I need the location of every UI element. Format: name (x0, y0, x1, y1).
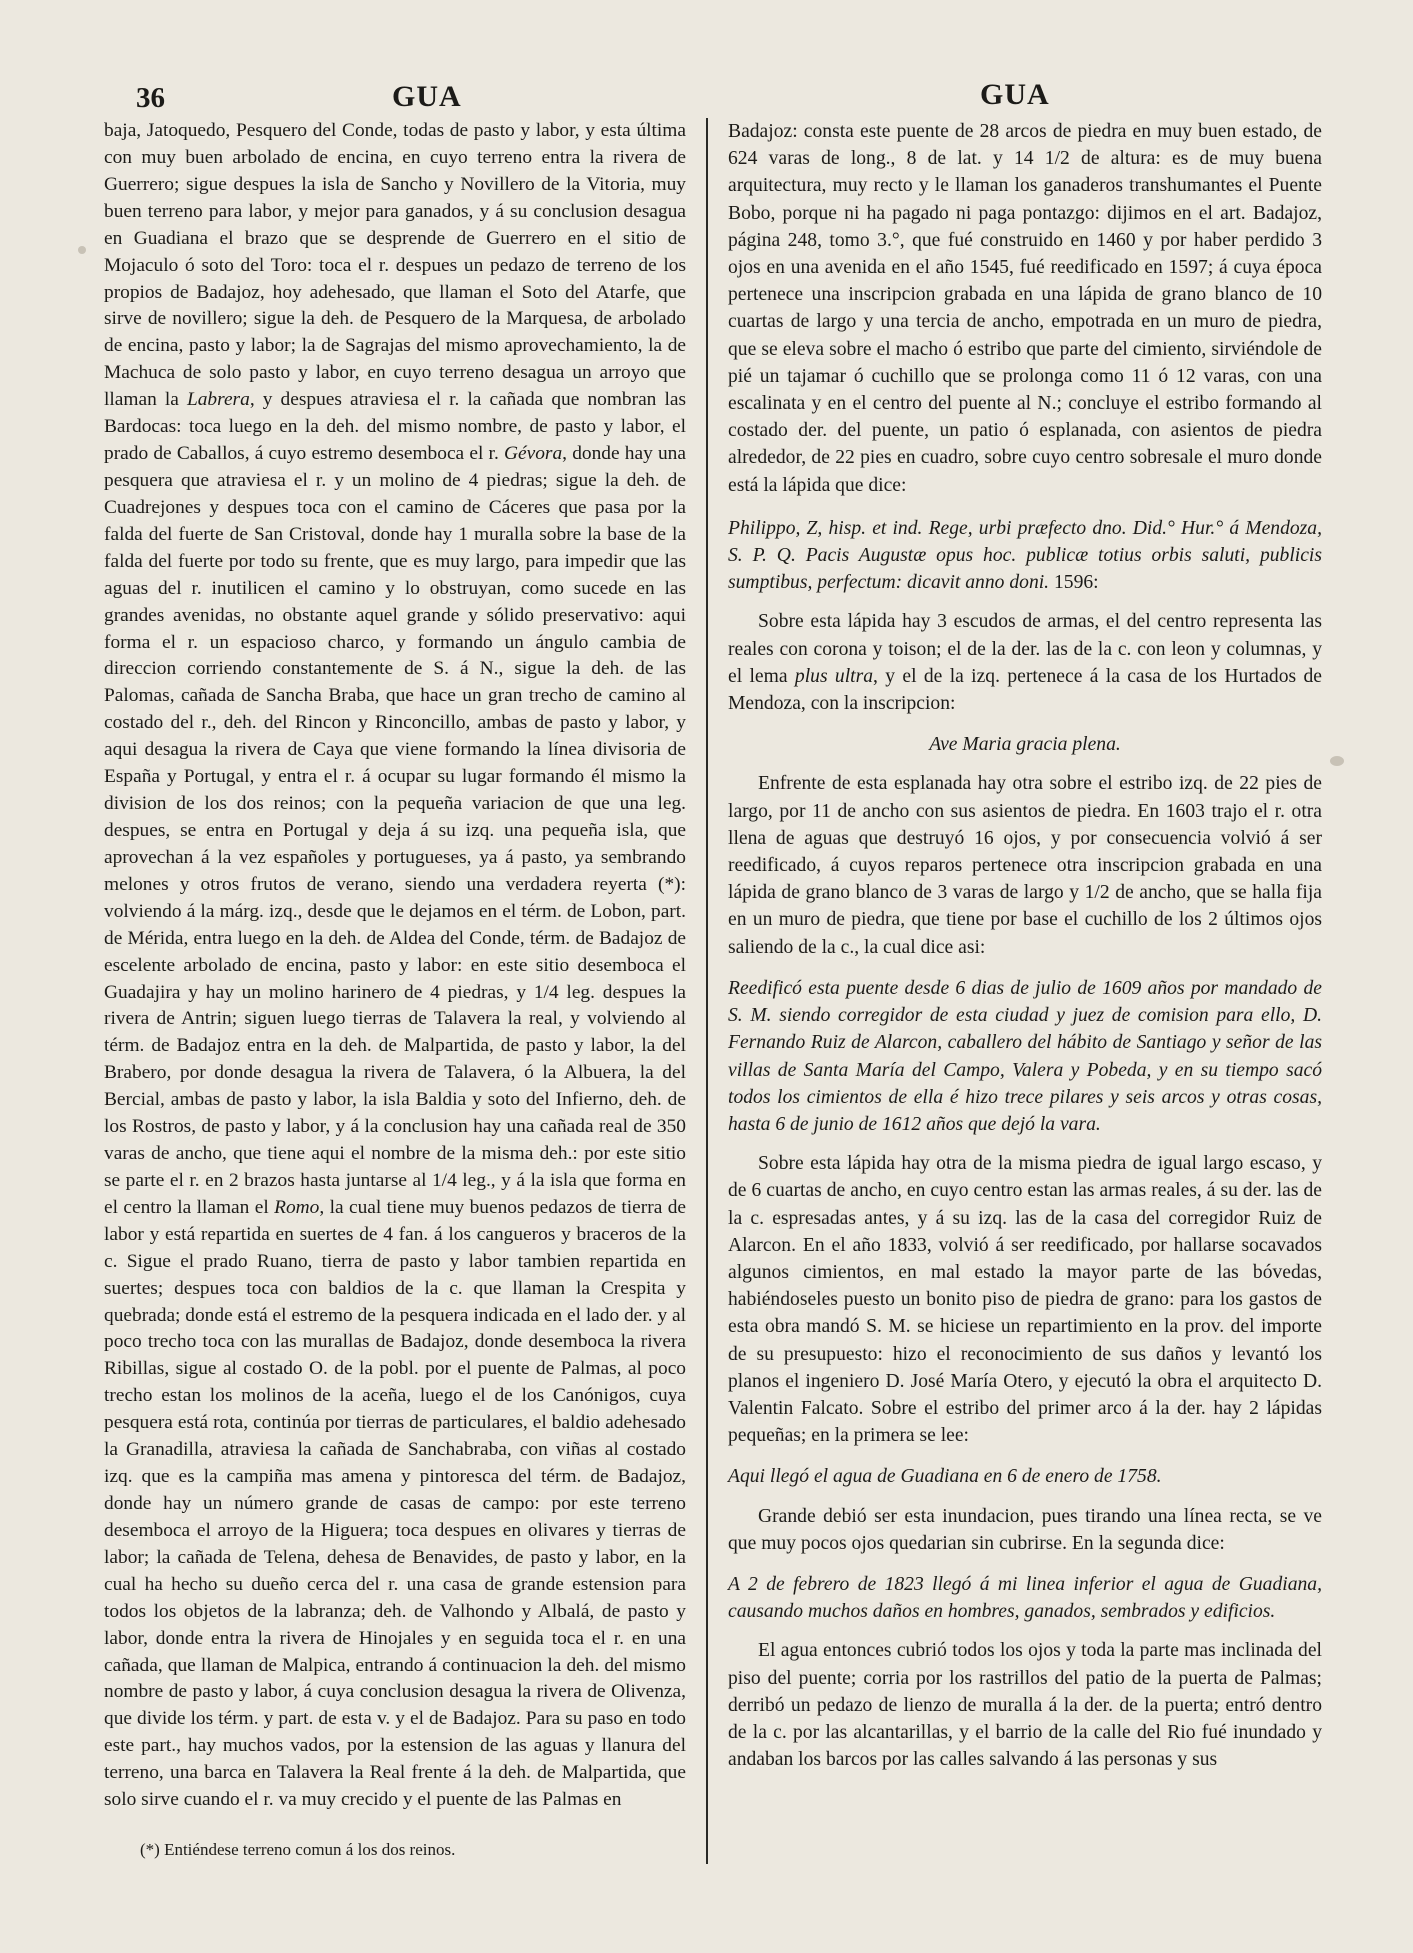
right-paragraph-3: Enfrente de esta esplanada hay otra sobre el estribo izq. de 22 pies de largo, por 11 de ancho con sus asientos de piedra. En 1603 trajo el r. otra llena de aguas que destruyó 16 ojos, y por consecuencia volvió á ser reedificado, á cuyos reparos pertenece otra inscripcion grabada en una lápida de grano blanco de 3 varas de largo y 1/2 de ancho, que se halla fija en un muro de piedra, que tiene por base el cuchillo de los 2 últimos ojos saliendo de la c., la cual dice asi: (728, 773, 1322, 958)
right-paragraph-6: El agua entonces cubrió todos los ojos y toda la parte mas inclinada del piso del puente; corria por los rastrillos del patio de la puerta de Palmas; derribó un pedazo de lienzo de muralla á la der. de la puerta; entró dentro de la c. por las alcantarillas, y el barrio de la calle del Rio fué inundado y andaban los barcos por las calles salvando á las personas y sus (728, 1640, 1322, 1771)
left-text-1: baja, Jatoquedo, Pesquero del Conde, todas de pasto y labor, y esta última con muy buen arbolado de encina, en cuyo terreno entra la rivera de Guerrero; sigue despues la isla de Sancho y Novillero de la Vitoria, muy buen terreno para labor, y mejor para ganados, y á su conclusion desagua en Guadiana el brazo que se desprende de Guerrero en el sitio de Mojaculo ó soto del Toro: toca el r. despues un pedazo de terreno de los propios de Badajoz, hoy adehesado, que llaman el Soto del Atarfe, que sirve de novillero; sigue la deh. de Pesquero de la Marquesa, de arbolado de encina, pasto y labor; la de Sagrajas del mismo aprovechamiento, la de Machuca de solo pasto y labor, en cuyo terreno desagua un arroyo que llaman la (104, 120, 686, 411)
inscription-1758: Aqui llegó el agua de Guadiana en 6 de enero de 1758. (728, 1466, 1162, 1488)
column-divider (706, 118, 708, 1864)
left-running-title: GUA (392, 80, 462, 113)
left-text-3: , donde hay una pesquera que atraviesa el r. y un molino de 4 piedras; sigue la deh. de Cuadrejones y despues toca con el camino de Cáceres que pasa por la falda del fuerte de San Cristoval, donde hay 1 muralla sobre la base de la falda del fuerte por todo su frente, que es muy largo, para impedir que las aguas del r. inutilicen el camino y lo obstruyan, como sucede en las grandes avenidas, no obstante aquel grande y sólido preservativo: aqui forma el r. un espacioso charco, y formando un ángulo cambia de direccion corriendo constantemente de S. á N., sigue la deh. de las Palomas, cañada de Sancha Braba, que hace un gran trecho de camino al costado del r., deh. del Rincon y Rinconcillo, ambas de pasto y labor, y aqui desagua la rivera de Caya que viene formando la línea divisoria de España y Portugal, y entra el r. á ocupar su lugar formando él mismo la division de los dos reinos; con la pequeña variacion de que una leg. despues, se entra en Portugal y deja á su izq. una pequeña isla, que aprovechan á la vez españoles y portugueses, ya á pasto, ya sembrando melones y otros frutos de verano, siendo una verdadera reyerta (*): volviendo á la márg. izq., desde que le dejamos en el térm. de Lobon, part. de Mérida, entra luego en la deh. de Aldea del Conde, térm. de Badajoz de escelente arbolado de encina, pasto y labor: en este sitio desemboca el Guadajira y hay un molino harinero de 4 piedras, y 1/4 leg. despues la rivera de Antrin; siguen luego tierras de Talavera la real, y volviendo al térm. de Badajoz entra en la deh. de Malpartida, de pasto y labor, la del Brabero, por donde desagua la rivera de Talavera, ó la Albuera, la del Bercial, ambas de pasto y labor, la isla Baldia y soto del Infierno, deh. de los Rostros, de pasto y labor, y á la conclusion hay una cañada real de 350 varas de ancho, que tiene aqui el nombre de la misma deh.: por este sitio se parte el r. en 2 brazos hasta juntarse al 1/4 leg., y á la isla que forma en el centro la llaman el (104, 443, 686, 1218)
inscription-1823: A 2 de febrero de 1823 llegó á mi linea inferior el agua de Guadiana, causando muchos daños en hombres, ganados, sembrados y edificios. (728, 1573, 1322, 1623)
paper-blemish (78, 246, 86, 254)
footnote: (*) Entiéndese terreno comun á los dos reinos. (140, 1840, 456, 1859)
left-text-4: , la cual tiene muy buenos pedazos de tierra de labor y está repartida en suertes de 4 fan. á los cangueros y braceros de la c. Sigue el prado Ruano, tierra de pasto y labor tambien repartida en suertes; despues toca con baldios de la c. que llaman la Crespita y quebrada; donde está el estremo de la pesquera indicada en el lado der. y al poco trecho toca con las murallas de Badajoz, donde desemboca la rivera Ribillas, sigue al costado O. de la pobl. por el puente de Palmas, al poco trecho estan los molinos de la aceña, luego el de los Canónigos, cuya pesquera está rota, continúa por tierras de particulares, el baldio adehesado la Granadilla, atraviesa la cañada de Sanchabraba, con viñas al costado izq. que es la campiña mas amena y pintoresca del térm. de Badajoz, donde hay un número grande de casas de campo: por este terreno desemboca el arroyo de la Higuera; toca despues en olivares y tierras de labor; la cañada de Telena, dehesa de Benavides, de pasto y labor, en la cual ha hecho su dueño cerca del r. una casa de grande estension para todos los objetos de la labranza; deh. de Valhondo y Albalá, de pasto y labor, donde entra la rivera de Hinojales y en seguida toca el r. en una cañada, que llaman de Malpica, entrando á continuacion la deh. del mismo nombre de pasto y labor, á cuya conclusion desagua la rivera de Olivenza, que divide los térm. y part. de esta v. y el de Badajoz. Para su paso en todo este part., hay muchos vados, por la estension de las aguas y llanura del terreno, una barca en Talavera la Real frente á la deh. de Malpartida, que solo sirve cuando el r. va muy crecido y el puente de las Palmas en (104, 1196, 687, 1811)
paper-blemish (1330, 756, 1344, 766)
right-column (728, 118, 1322, 1773)
right-paragraph-1: Badajoz: consta este puente de 28 arcos de piedra en muy buen estado, de 624 varas de long., 8 de lat. y 14 1/2 de altura: es de muy buena arquitectura, muy recto y le llaman los ganaderos transhumantes el Puente Bobo, porque ni ha pagado ni paga pontazgo: dijimos en el art. Badajoz, página 248, tomo 3.°, que fué construido en 1460 y por haber perdido 3 ojos en una avenida en el año 1545, fué reedificado en 1597; á cuya época pertenece una inscripcion grabada en una lápida de grano blanco de 10 cuartas de largo y una tercia de ancho, empotrada en un muro de piedra, que se eleva sobre el macho ó estribo que parte del cimiento, sirviéndole de pié un tajamar ó cuchillo que se prolonga como 11 ó 12 varas, con una escalinata y en el centro del puente al N.; concluye el estribo formando al costado der. del puente, un patio ó esplanada, con asientos de piedra alrededor, de 22 pies en cuadro, sobre cuyo centro sobresale el muro donde está la lápida que dice: (728, 121, 1322, 496)
right-p2-text: Sobre esta lápida hay 3 escudos de armas, el del centro representa las reales con corona y toison; el de la der. las de la c. con leon y columnas, y el lema (728, 611, 1322, 687)
inscription-philippo (728, 515, 1322, 597)
inscription-ave-maria: Ave Maria gracia plena. (929, 734, 1121, 756)
left-italic-gevora: Gévora (504, 443, 563, 465)
left-paragraph (104, 118, 686, 1814)
left-italic-labrera: Labrera (186, 389, 250, 411)
left-column (104, 118, 686, 1814)
inscription-philippo-year: 1596: (1053, 572, 1099, 594)
right-paragraph-2 (728, 608, 1322, 717)
right-p2-italic: plus ultra (794, 665, 874, 687)
left-text-2: , y despues atraviesa el r. la cañada que nombran las Bardocas: toca luego en la deh. del mismo nombre, de pasto y labor, el prado de Caballos, á cuyo estremo desemboca el r. (104, 389, 686, 465)
inscription-reedifico: Reedificó esta puente desde 6 dias de julio de 1609 años por mandado de S. M. siendo corregidor de esta ciudad y juez de comision para ello, D. Fernando Ruiz de Alarcon, caballero del hábito de Santiago y señor de las villas de Santa María del Campo, Valera y Pobeda, y en su tiempo sacó todos los cimientos de ella é hizo trece pilares y seis arcos y otras cosas, hasta 6 de junio de 1612 años que dejó la vara. (728, 977, 1322, 1135)
inscription-philippo-text: Philippo, Z, hisp. et ind. Rege, urbi præfecto dno. Did.° Hur.° á Mendoza, S. P. Q. Pacis Augustæ opus hoc. publicæ totius orbis saluti, publicis sumptibus, perfectum: dicavit anno doni. (728, 517, 1322, 594)
right-paragraph-5: Grande debió ser esta inundacion, pues tirando una línea recta, se ve que muy pocos ojos quedarian sin cubrirse. En la segunda dice: (728, 1505, 1322, 1554)
right-paragraph-4: Sobre esta lápida hay otra de la misma piedra de igual largo escaso, y de 6 cuartas de ancho, en cuyo centro estan las armas reales, á su der. las de la c. espresadas antes, y á su izq. las de la casa del corregidor Ruiz de Alarcon. En el año 1833, volvió á ser reedificado, por hallarse socavados algunos cimientos, en mal estado la mayor parte de las bóvedas, habiéndoseles puesto un bonito piso de piedra de grano: para los gastos de esta obra mandó S. M. se hiciese un repartimiento en la prov. del importe de su presupuesto: hizo el reconocimiento de sus daños y levantó los planos el ingeniero D. José María Otero, y ejecutó la obra el arquitecto D. Valentin Falcato. Sobre el estribo del primer arco á la der. hay 2 lápidas pequeñas; en la primera se lee: (728, 1153, 1322, 1447)
left-italic-romo: Romo (274, 1196, 320, 1218)
right-running-title: GUA (980, 78, 1050, 111)
right-p2-text-b: , y el de la izq. pertenece á la casa de los Hurtados de Mendoza, con la inscripcion: (728, 665, 1322, 715)
page-number: 36 (136, 82, 165, 114)
